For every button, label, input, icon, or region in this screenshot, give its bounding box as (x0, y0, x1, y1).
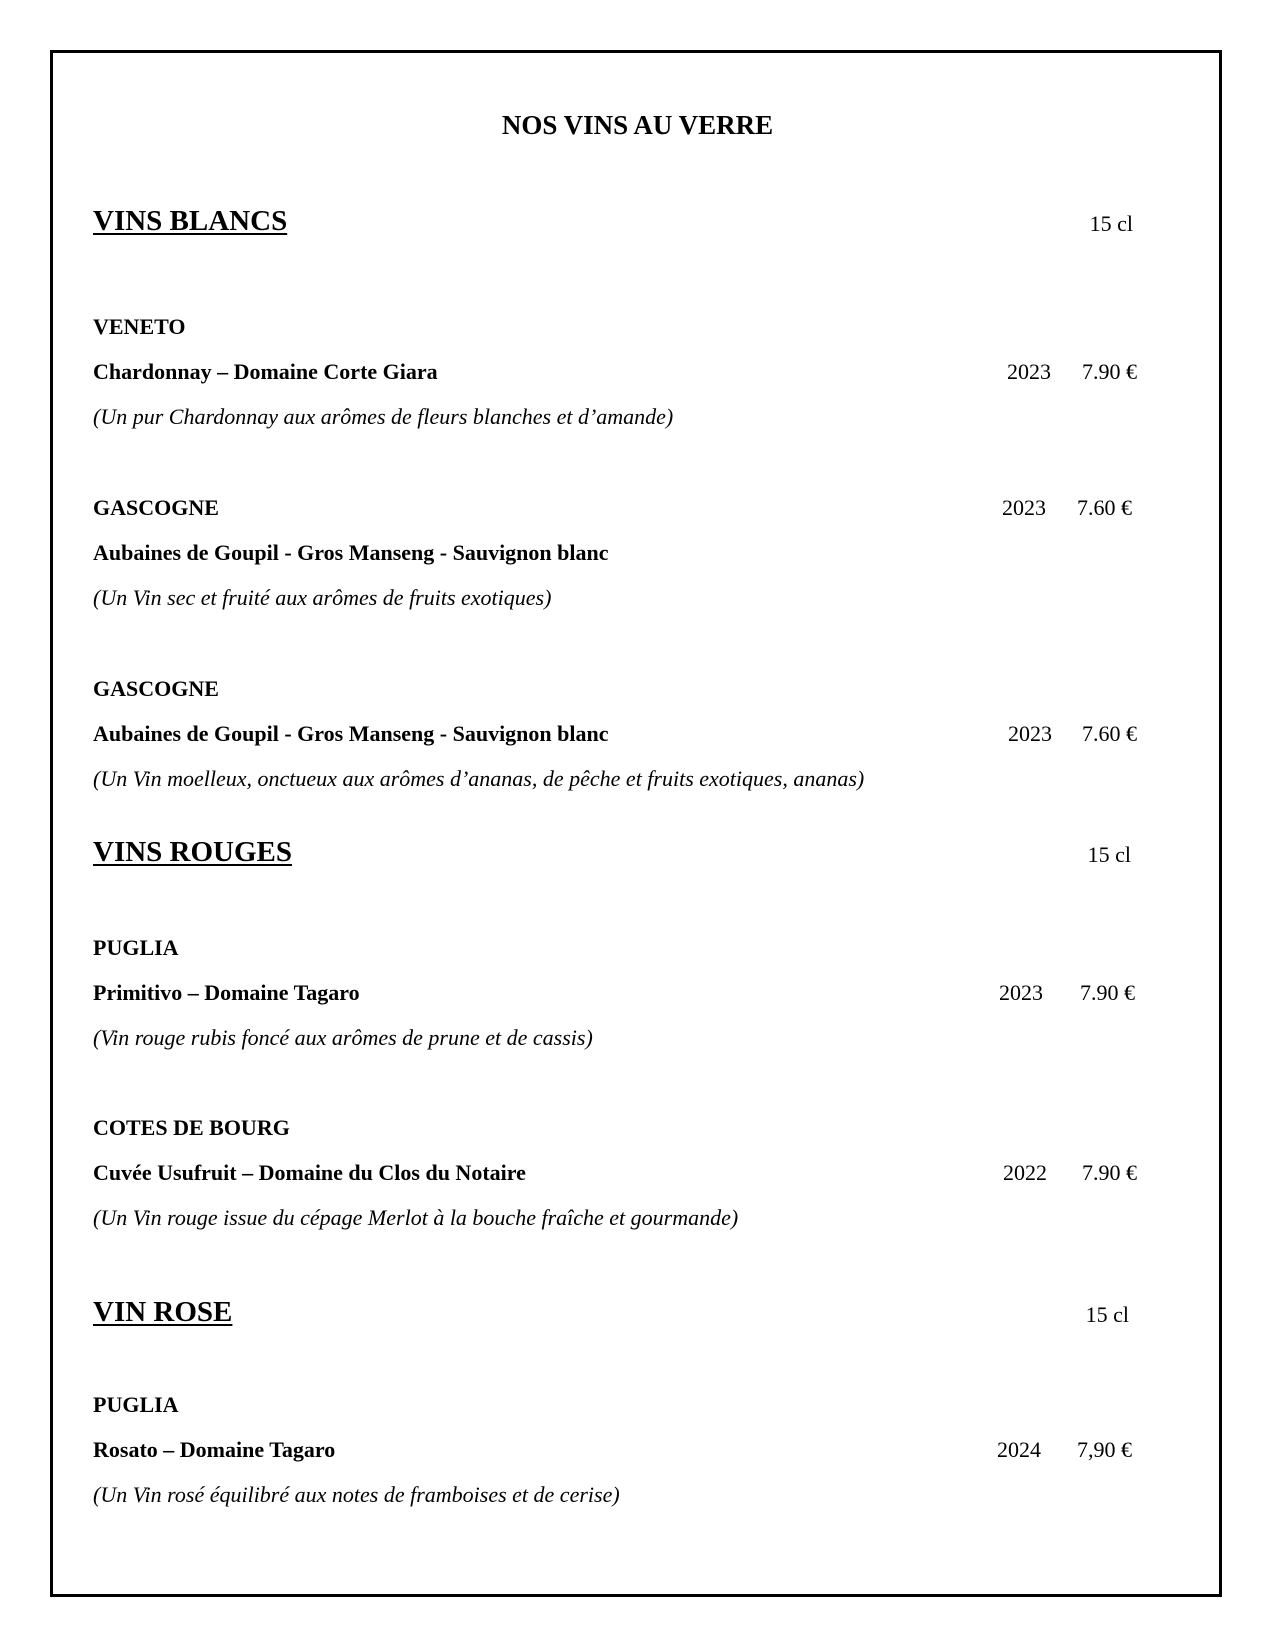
wine-vintage: 2023 (1007, 359, 1051, 384)
section-title-vin-rose: VIN ROSE (93, 1296, 233, 1328)
wine-name: Aubaines de Goupil - Gros Manseng - Sauvignon blanc (93, 540, 609, 565)
wine-price: 7.90 € (1080, 980, 1135, 1005)
wine-vintage: 2023 (999, 980, 1043, 1005)
wine-vintage: 2023 (1008, 721, 1052, 746)
wine-vintage: 2023 (1002, 495, 1046, 520)
wine-price: 7.60 € (1082, 721, 1137, 746)
wine-name: Primitivo – Domaine Tagaro (93, 980, 360, 1005)
wine-name: Aubaines de Goupil - Gros Manseng - Sauvignon blanc (93, 721, 609, 746)
wine-name: Chardonnay – Domaine Corte Giara (93, 359, 438, 384)
wine-description: (Un Vin rosé équilibré aux notes de framboises et de cerise) (93, 1482, 620, 1507)
wine-name: Cuvée Usufruit – Domaine du Clos du Notaire (93, 1160, 526, 1185)
wine-region: COTES DE BOURG (93, 1115, 290, 1140)
wine-price: 7.90 € (1082, 1160, 1137, 1185)
wine-region: PUGLIA (93, 1392, 179, 1417)
wine-description: (Un Vin sec et fruité aux arômes de fruits exotiques) (93, 585, 552, 610)
section-volume-vins-blancs: 15 cl (1089, 211, 1133, 236)
wine-region: PUGLIA (93, 935, 179, 960)
wine-description: (Un Vin rouge issue du cépage Merlot à la bouche fraîche et gourmande) (93, 1205, 739, 1230)
section-volume-vin-rose: 15 cl (1085, 1302, 1129, 1327)
wine-description: (Vin rouge rubis foncé aux arômes de prune et de cassis) (93, 1025, 593, 1050)
page-border (50, 50, 1222, 1597)
wine-price: 7,90 € (1077, 1437, 1132, 1462)
wine-price: 7.60 € (1077, 495, 1132, 520)
wine-description: (Un Vin moelleux, onctueux aux arômes d’ananas, de pêche et fruits exotiques, ananas) (93, 766, 865, 791)
wine-region: GASCOGNE (93, 495, 219, 520)
wine-region: GASCOGNE (93, 676, 219, 701)
page-title: NOS VINS AU VERRE (501, 110, 774, 140)
wine-price: 7.90 € (1082, 359, 1137, 384)
wine-region: VENETO (93, 314, 186, 339)
wine-vintage: 2024 (997, 1437, 1041, 1462)
section-title-vins-blancs: VINS BLANCS (93, 205, 288, 237)
wine-vintage: 2022 (1003, 1160, 1047, 1185)
wine-description: (Un pur Chardonnay aux arômes de fleurs blanches et d’amande) (93, 404, 674, 429)
wine-name: Rosato – Domaine Tagaro (93, 1437, 336, 1462)
section-volume-vins-rouges: 15 cl (1087, 842, 1131, 867)
section-title-vins-rouges: VINS ROUGES (93, 836, 293, 868)
